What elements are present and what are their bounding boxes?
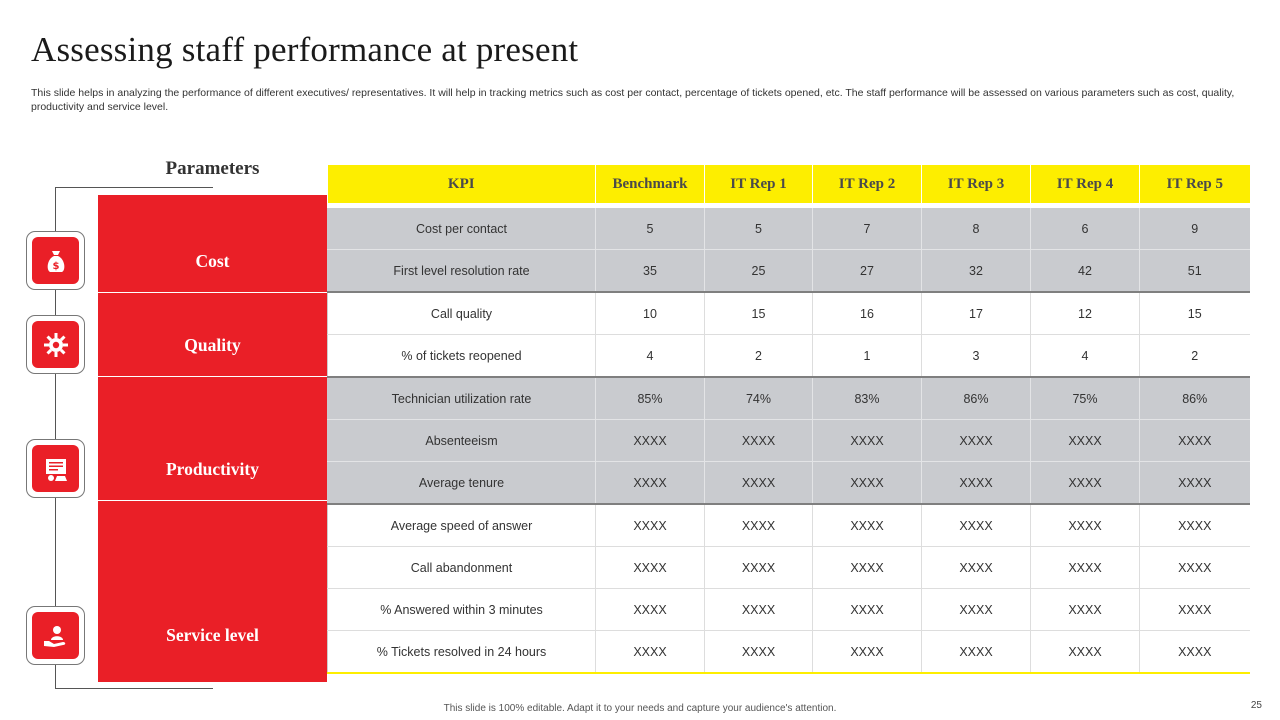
productivity-icon-frame: [26, 439, 85, 498]
cost-icon-frame: [26, 231, 85, 290]
slide-title: Assessing staff performance at present: [31, 30, 579, 69]
table-cell: 51: [1140, 250, 1250, 293]
service-level-icon-frame: [26, 606, 85, 665]
table-cell: XXXX: [596, 420, 705, 462]
category-quality: [98, 293, 327, 376]
table-cell: XXXX: [596, 589, 705, 631]
table-cell: XXXX: [1140, 462, 1250, 505]
table-cell: XXXX: [922, 631, 1031, 674]
slide-description: This slide helps in analyzing the performance of different executives/ representatives. It will help in tracking metrics such as cost per contact, percentage of tickets opened, etc. The staff performance will be assessed on various parameters such as cost, quality, productivity and service level.: [31, 87, 1235, 113]
table-cell: Call abandonment: [328, 547, 596, 589]
table-cell: Cost per contact: [328, 206, 596, 250]
table-cell: 6: [1031, 206, 1140, 250]
header-it-rep-2: IT Rep 2: [813, 165, 922, 206]
table-cell: 4: [1031, 335, 1140, 378]
header-benchmark: Benchmark: [596, 165, 705, 206]
table-cell: XXXX: [1140, 504, 1250, 547]
table-cell: 86%: [922, 377, 1031, 420]
category-productivity-label: Productivity: [165, 459, 259, 479]
table-cell: 10: [596, 292, 705, 335]
table-cell: 1: [813, 335, 922, 378]
quality-icon-frame: [26, 315, 85, 374]
connector-bracket-top: [55, 187, 213, 188]
table-cell: 2: [705, 335, 813, 378]
table-cell: XXXX: [1031, 462, 1140, 505]
table-cell: XXXX: [705, 504, 813, 547]
table-cell: XXXX: [1031, 504, 1140, 547]
table-cell: 42: [1031, 250, 1140, 293]
table-cell: % of tickets reopened: [328, 335, 596, 378]
table-cell: XXXX: [813, 420, 922, 462]
parameters-heading: Parameters: [165, 158, 260, 179]
table-cell: 16: [813, 292, 922, 335]
table-cell: XXXX: [1140, 589, 1250, 631]
header-it-rep-3: IT Rep 3: [922, 165, 1031, 206]
table-row: [328, 589, 1250, 631]
table-cell: Technician utilization rate: [328, 377, 596, 420]
table-cell: XXXX: [1140, 420, 1250, 462]
table-cell: 32: [922, 250, 1031, 293]
table-cell: Call quality: [328, 292, 596, 335]
table-cell: XXXX: [813, 631, 922, 674]
table-cell: XXXX: [1031, 631, 1140, 674]
header-it-rep-1: IT Rep 1: [705, 165, 813, 206]
table-cell: XXXX: [1140, 631, 1250, 674]
table-header-row: [328, 165, 1250, 206]
table-cell: 8: [922, 206, 1031, 250]
table-cell: XXXX: [922, 420, 1031, 462]
table-cell: XXXX: [705, 589, 813, 631]
header-it-rep-4: IT Rep 4: [1031, 165, 1140, 206]
table-cell: XXXX: [705, 547, 813, 589]
table-row: [328, 504, 1250, 547]
header-kpi: KPI: [328, 165, 596, 206]
table-cell: 5: [705, 206, 813, 250]
svg-text:$: $: [52, 260, 59, 272]
table-row: [328, 420, 1250, 462]
table-cell: XXXX: [813, 547, 922, 589]
table-row: [328, 547, 1250, 589]
footer-note: [0, 703, 1280, 714]
table-cell: 74%: [705, 377, 813, 420]
table-cell: XXXX: [922, 504, 1031, 547]
table-cell: First level resolution rate: [328, 250, 596, 293]
table-cell: 86%: [1140, 377, 1250, 420]
table-row: [328, 462, 1250, 505]
header-it-rep-5: IT Rep 5: [1140, 165, 1250, 206]
table-cell: % Answered within 3 minutes: [328, 589, 596, 631]
table-cell: 4: [596, 335, 705, 378]
table-cell: XXXX: [596, 504, 705, 547]
table-row: [328, 335, 1250, 378]
category-quality-label: Quality: [184, 335, 241, 355]
category-service-level: [98, 501, 327, 682]
table-cell: Absenteeism: [328, 420, 596, 462]
category-productivity: [98, 377, 327, 500]
table-cell: 75%: [1031, 377, 1140, 420]
table-cell: XXXX: [813, 589, 922, 631]
table-cell: 9: [1140, 206, 1250, 250]
table-cell: % Tickets resolved in 24 hours: [328, 631, 596, 674]
table-cell: 35: [596, 250, 705, 293]
presentation-board-icon: [41, 454, 71, 484]
table-cell: 3: [922, 335, 1031, 378]
table-cell: 15: [1140, 292, 1250, 335]
table-cell: Average speed of answer: [328, 504, 596, 547]
table-cell: XXXX: [705, 631, 813, 674]
category-cost-label: Cost: [195, 251, 230, 271]
money-bag-icon: [41, 246, 71, 276]
footer-text: This slide is 100% editable. Adapt it to your needs and capture your audience's attention.: [443, 703, 837, 714]
table-cell: XXXX: [813, 462, 922, 505]
table-row: [328, 377, 1250, 420]
table-cell: XXXX: [596, 462, 705, 505]
table-cell: 12: [1031, 292, 1140, 335]
table-cell: Average tenure: [328, 462, 596, 505]
table-cell: XXXX: [1031, 547, 1140, 589]
table-cell: 2: [1140, 335, 1250, 378]
table-cell: XXXX: [1140, 547, 1250, 589]
table-cell: XXXX: [922, 462, 1031, 505]
table-cell: XXXX: [813, 504, 922, 547]
table-cell: 7: [813, 206, 922, 250]
gear-icon: [41, 330, 71, 360]
table-row: [328, 292, 1250, 335]
table-cell: XXXX: [705, 420, 813, 462]
kpi-table: [327, 165, 1250, 674]
category-service-level-label: Service level: [166, 625, 259, 645]
table-cell: 17: [922, 292, 1031, 335]
table-cell: 83%: [813, 377, 922, 420]
table-cell: 15: [705, 292, 813, 335]
table-cell: XXXX: [922, 547, 1031, 589]
table-cell: XXXX: [1031, 420, 1140, 462]
table-cell: XXXX: [596, 631, 705, 674]
table-row: [328, 631, 1250, 674]
category-cost: [98, 195, 327, 292]
page-number: 25: [1250, 700, 1262, 711]
table-cell: XXXX: [922, 589, 1031, 631]
table-cell: 25: [705, 250, 813, 293]
table-cell: XXXX: [1031, 589, 1140, 631]
table-cell: 27: [813, 250, 922, 293]
table-cell: XXXX: [705, 462, 813, 505]
table-row: [328, 206, 1250, 250]
table-cell: XXXX: [596, 547, 705, 589]
hand-service-icon: [41, 621, 71, 651]
table-row: [328, 250, 1250, 293]
connector-bracket-bottom: [55, 688, 213, 689]
table-cell: 5: [596, 206, 705, 250]
table-cell: 85%: [596, 377, 705, 420]
